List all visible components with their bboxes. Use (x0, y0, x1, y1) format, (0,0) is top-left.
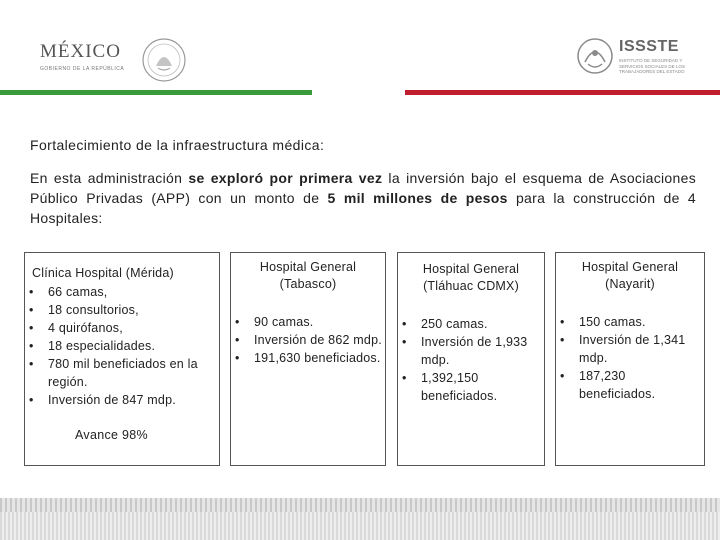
hospital-title: Hospital General (Nayarit) (581, 260, 679, 291)
detail-item: • 66 camas, (25, 283, 219, 301)
hospital-title: Clínica Hospital (Mérida) (32, 266, 174, 280)
national-seal-icon (140, 36, 188, 84)
intro-text-1: En esta administración (30, 170, 189, 186)
issste-subtitle: INSTITUTO DE SEGURIDAD Y SERVICIOS SOCIALES DE LOS TRABAJADORES DEL ESTADO (619, 58, 685, 74)
intro-bold-2: 5 mil millones de pesos (327, 190, 508, 206)
issste-emblem-icon (575, 36, 615, 76)
hospital-card-tabasco (230, 252, 386, 466)
detail-item: • 187,230 beneficiados. (556, 367, 704, 403)
hospital-card-tlahuac (397, 252, 545, 466)
detail-item: • Inversión de 847 mdp. (25, 391, 219, 409)
mexico-subtitle: GOBIERNO DE LA REPÚBLICA (40, 66, 125, 72)
intro-text-3: para la construcción de 4 Hospitales: (30, 190, 696, 226)
mexico-wordmark: MÉXICO (40, 41, 121, 62)
detail-item: • 18 especialidades. (25, 337, 219, 355)
issste-wordmark: ISSSTE (619, 38, 679, 55)
hospital-details (398, 315, 544, 405)
green-accent-bar (0, 90, 312, 95)
detail-item: • 150 camas. (556, 313, 704, 331)
detail-item: • 1,392,150 beneficiados. (398, 369, 544, 405)
detail-item: • 780 mil beneficiados en la región. (25, 355, 219, 391)
detail-item: • Inversión de 862 mdp. (231, 331, 385, 349)
intro-text-2: la inversión bajo el esquema de Asociaciones Público Privadas (APP) con un monto de (30, 170, 696, 206)
footer-stripe (0, 498, 720, 512)
detail-item: • 18 consultorios, (25, 301, 219, 319)
detail-item: • 250 camas. (398, 315, 544, 333)
detail-item: • Inversión de 1,933 mdp. (398, 333, 544, 369)
mexico-government-logo (40, 36, 200, 84)
hospital-card-merida (24, 252, 220, 466)
hospital-title: Hospital General (Tabasco) (259, 260, 357, 291)
section-heading: Fortalecimiento de la infraestructura médica: (30, 137, 325, 153)
progress-label: Avance 98% (75, 428, 148, 442)
intro-bold-1: se exploró por primera vez (188, 170, 383, 186)
footer-pattern (0, 498, 720, 540)
detail-item: • 191,630 beneficiados. (231, 349, 385, 367)
intro-paragraph (30, 168, 696, 228)
issste-logo (575, 36, 695, 80)
hospital-card-nayarit (555, 252, 705, 466)
hospital-details (25, 283, 219, 409)
detail-item: • 4 quirófanos, (25, 319, 219, 337)
detail-item: • Inversión de 1,341 mdp. (556, 331, 704, 367)
hospital-title: Hospital General (Tláhuac CDMX) (422, 262, 520, 293)
red-accent-bar (405, 90, 720, 95)
hospital-details (556, 313, 704, 403)
detail-item: • 90 camas. (231, 313, 385, 331)
hospital-details (231, 313, 385, 367)
